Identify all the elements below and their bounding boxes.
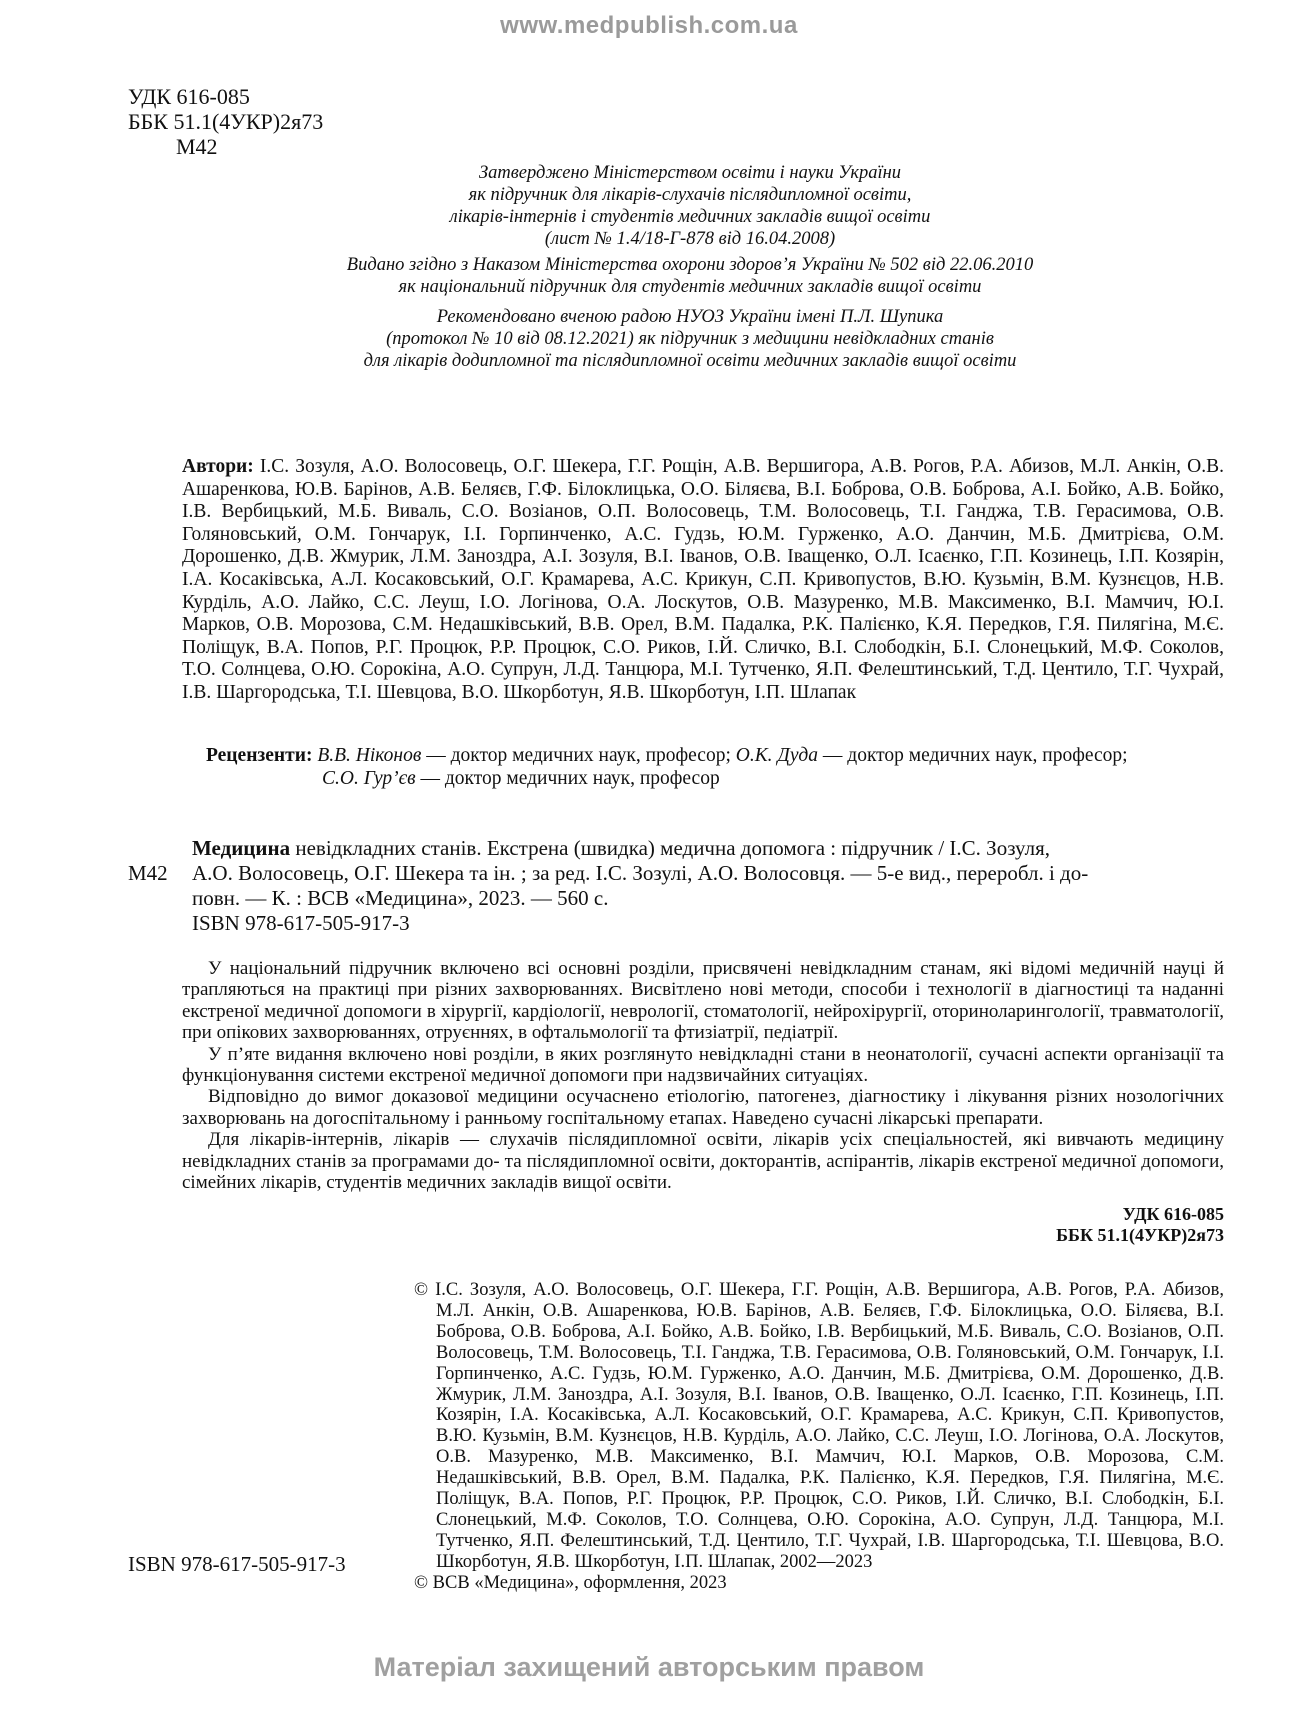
authors-list: І.С. Зозуля, А.О. Волосовець, О.Г. Шекера, Г.Г. Рощін, А.В. Вершигора, А.В. Рогов, Р.А. Абизов, М.Л. Анкін, О.В. Ашаренкова, Ю.В. Барінов, А.В. Беляєв, Г.Ф. Білоклицька, О.О. Біляєва, В.І. Боброва, О.В. Боброва, А.І. Бойко, А.В. Бойко, І.В. Вербицький, М.Б. Виваль, С.О. Возіанов, О.П. Волосовець, Т.М. Волосовець, Т.І. Ганджа, Т.В. Герасимова, О.В. Голяновський, О.М. Гончарук, І.І. Горпинченко, А.С. Гудзь, Ю.М. Гурженко, А.О. Данчин, М.Б. Дмитрієва, О.М. Дорошенко, Д.В. Жмурик, Л.М. Заноздра, А.І. Зозуля, В.І. Іванов, О.В. Іващенко, О.Л. Ісаєнко, Г.П. Козинець, І.П. Козярін, І.А. Косаківська, А.Л. Косаковський, О.Г. Крамарева, А.С. Крикун, С.П. Кривопустов, В.Ю. Кузьмін, В.М. Кузнєцов, Н.В. Курділь, А.О. Лайко, С.С. Леуш, І.О. Логінова, О.А. Лоскутов, О.В. Мазуренко, М.В. Максименко, В.І. Мамчич, Ю.І. Марков, О.В. Морозова, С.М. Недашківський, В.В. Орел, В.М. Падалка, Р.К. Палієнко, К.Я. Передков, Г.Я. Пилягіна, М.Є. Поліщук, В.А. Попов, Р.Г. Процюк, Р.Р. Процюк, С.О. Риков, І.Й. Сличко, В.І. Слободкін, Б.І. Слонецький, М.Ф. Соколов, Т.О. Солнцева, О.Ю. Сорокіна, А.О. Супрун, Л.Д. Танцюра, М.І. Тутченко, Я.П. Фелештинський, Т.Д. Центило, Т.Г. Чухрай, І.В. Шаргородська, Т.І. Шевцова, В.О. Шкорботун, Я.В. Шкорботун, І.П. Шлапак [182, 456, 1224, 703]
annotation-block [182, 958, 1224, 1193]
copyright-block [414, 1280, 1224, 1594]
citation-author-mark: М42 [128, 861, 168, 885]
bbk-code: ББК 51.1(4УКР)2я73 [128, 109, 324, 134]
udk-code: УДК 616-085 [128, 84, 250, 109]
reviewer-3-name: С.О. Гур’єв [322, 768, 416, 789]
annotation-paragraph: У п’яте видання включено нові розділи, в яких розглянуто невідкладні стани в неонатології, сучасні аспекти організації та функціонування системи екстреної медичної допомоги при надзвичайних ситуаціях. [182, 1043, 1224, 1087]
reviewer-1-desc: — доктор медичних наук, професор; [421, 745, 736, 766]
copyright-authors: © І.С. Зозуля, А.О. Волосовець, О.Г. Шекера, Г.Г. Рощін, А.В. Вершигора, А.В. Рогов, Р.А. Абизов, М.Л. Анкін, О.В. Ашаренкова, Ю.В. Барінов, А.В. Беляєв, Г.Ф. Білоклицька, О.О. Біляєва, В.І. Боброва, О.В. Боброва, А.І. Бойко, А.В. Бойко, І.В. Вербицький, М.Б. Виваль, С.О. Возіанов, О.П. Волосовець, Т.М. Волосовець, Т.І. Ганджа, Т.В. Герасимова, О.В. Голяновський, О.М. Гончарук, І.І. Горпинченко, А.С. Гудзь, Ю.М. Гурженко, А.О. Данчин, М.Б. Дмитрієва, О.М. Дорошенко, Д.В. Жмурик, Л.М. Заноздра, А.І. Зозуля, В.І. Іванов, О.В. Іващенко, О.Л. Ісаєнко, Г.П. Козинець, І.П. Козярін, І.А. Косаківська, А.Л. Косаковський, О.Г. Крамарева, А.С. Крикун, С.П. Кривопустов, В.Ю. Кузьмін, В.М. Кузнєцов, Н.В. Курділь, А.О. Лайко, С.С. Леуш, І.О. Логінова, О.А. Лоскутов, О.В. Мазуренко, М.В. Максименко, В.І. Мамчич, Ю.І. Марков, О.В. Морозова, С.М. Недашківський, В.В. Орел, В.М. Падалка, Р.К. Палієнко, К.Я. Передков, Г.Я. Пилягіна, М.Є. Поліщук, В.А. Попов, Р.Г. Процюк, Р.Р. Процюк, С.О. Риков, І.Й. Сличко, В.І. Слободкін, Б.І. Слонецький, М.Ф. Соколов, Т.О. Солнцева, О.Ю. Сорокіна, А.О. Супрун, Л.Д. Танцюра, М.І. Тутченко, Я.П. Фелештинський, Т.Д. Центило, Т.Г. Чухрай, І.В. Шаргородська, Т.І. Шевцова, В.О. Шкорботун, Я.В. Шкорботун, І.П. Шлапак, 2002—2023 [414, 1280, 1224, 1572]
reviewers-block [206, 744, 1224, 790]
citation-line-3: повн. — К. : ВСВ «Медицина», 2023. — 560 с. [192, 886, 609, 910]
approval-moe-text: Затверджено Міністерством освіти і науки України як підручник для лікарів-слухачів післядипломної освіти, лікарів-інтернів і студентів медичних закладів вищої освіти (лист № 1.4/18-Г-878 від 16.04.2008) [449, 163, 931, 249]
classification-codes-bottom [1056, 1204, 1224, 1246]
reviewers-label: Рецензенти: [206, 745, 313, 766]
bibliographic-citation [128, 836, 1224, 936]
citation-line-1-text: невідкладних станів. Екстрена (швидка) медична допомога : підручник / І.С. Зозуля, [290, 836, 1051, 860]
approval-council-text: Рекомендовано вченою радою НУОЗ України імені П.Л. Шупика (протокол № 10 від 08.12.2021) як підручник з медицини невідкладних станів для лікарів додипломної та післядипломної освіти медичних закладів вищої освіти [363, 307, 1017, 371]
reviewer-2-desc: — доктор медичних наук, професор; [818, 745, 1128, 766]
classification-codes [128, 84, 323, 159]
reviewer-3-desc: — доктор медичних наук, професор [415, 768, 720, 789]
watermark-url: www.medpublish.com.ua [500, 12, 798, 39]
reviewer-2-name: О.К. Дуда [735, 745, 819, 766]
citation-title-word: Медицина [192, 836, 291, 860]
reviewer-1-name: В.В. Ніконов [317, 745, 422, 766]
annotation-paragraph: Для лікарів-інтернів, лікарів — слухачів післядипломної освіти, лікарів усіх спеціальностей, які вивчають медицину невідкладних станів за програмами до- та післядипломної освіти, докторантів, аспірантів, лікарів екстреної медичної допомоги, сімейних лікарів, студентів медичних закладів вищої освіти. [182, 1129, 1224, 1194]
copyright-publisher: © ВСВ «Медицина», оформлення, 2023 [414, 1572, 727, 1593]
citation-line-2 [128, 861, 1224, 886]
annotation-paragraph: Відповідно до вимог доказової медицини осучаснено етіологію, патогенез, діагностику і лікування різних нозологічних захворювань на догоспітальному і ранньому госпітальному етапах. Наведено сучасні лікарські препарати. [182, 1086, 1224, 1129]
citation-isbn: ISBN 978-617-505-917-3 [192, 911, 410, 935]
citation-line-1 [128, 836, 1224, 861]
approval-moh [200, 254, 1180, 298]
annotation-paragraph: У національний підручник включено всі основні розділи, присвячені невідкладним станам, які відомі медичній науці й трапляються на практиці при різних захворюваннях. Висвітлено нові методи, способи і технології в діагностиці та наданні екстреної медичної допомоги в хірургії, кардіології, неврології, стоматології, нейрохірургії, оториноларингології, травматології, при опікових захворюваннях, отруєннях, в офтальмології та фтизіатрії, педіатрії. [182, 958, 1224, 1044]
watermark-copyright: Матеріал захищений авторським правом [373, 1652, 925, 1682]
citation-line-2-text: А.О. Волосовець, О.Г. Шекера та ін. ; за ред. І.С. Зозулі, А.О. Волосовця. — 5-е вид., переробл. і до- [192, 861, 1089, 885]
udk-code-bottom: УДК 616-085 [1122, 1204, 1224, 1224]
authors-label: Автори: [182, 456, 254, 477]
approval-moh-text: Видано згідно з Наказом Міністерства охорони здоров’я України № 502 від 22.06.2010 як національний підручник для студентів медичних закладів вищої освіти [346, 255, 1034, 297]
isbn: ISBN 978-617-505-917-3 [128, 1552, 346, 1576]
approval-council [200, 306, 1180, 372]
approval-moe [200, 162, 1180, 250]
bbk-code-bottom: ББК 51.1(4УКР)2я73 [1056, 1225, 1224, 1245]
author-mark: М42 [176, 134, 218, 159]
authors-block [182, 456, 1224, 705]
reviewers-line-1 [206, 744, 1224, 767]
reviewers-line-2 [206, 767, 1224, 790]
